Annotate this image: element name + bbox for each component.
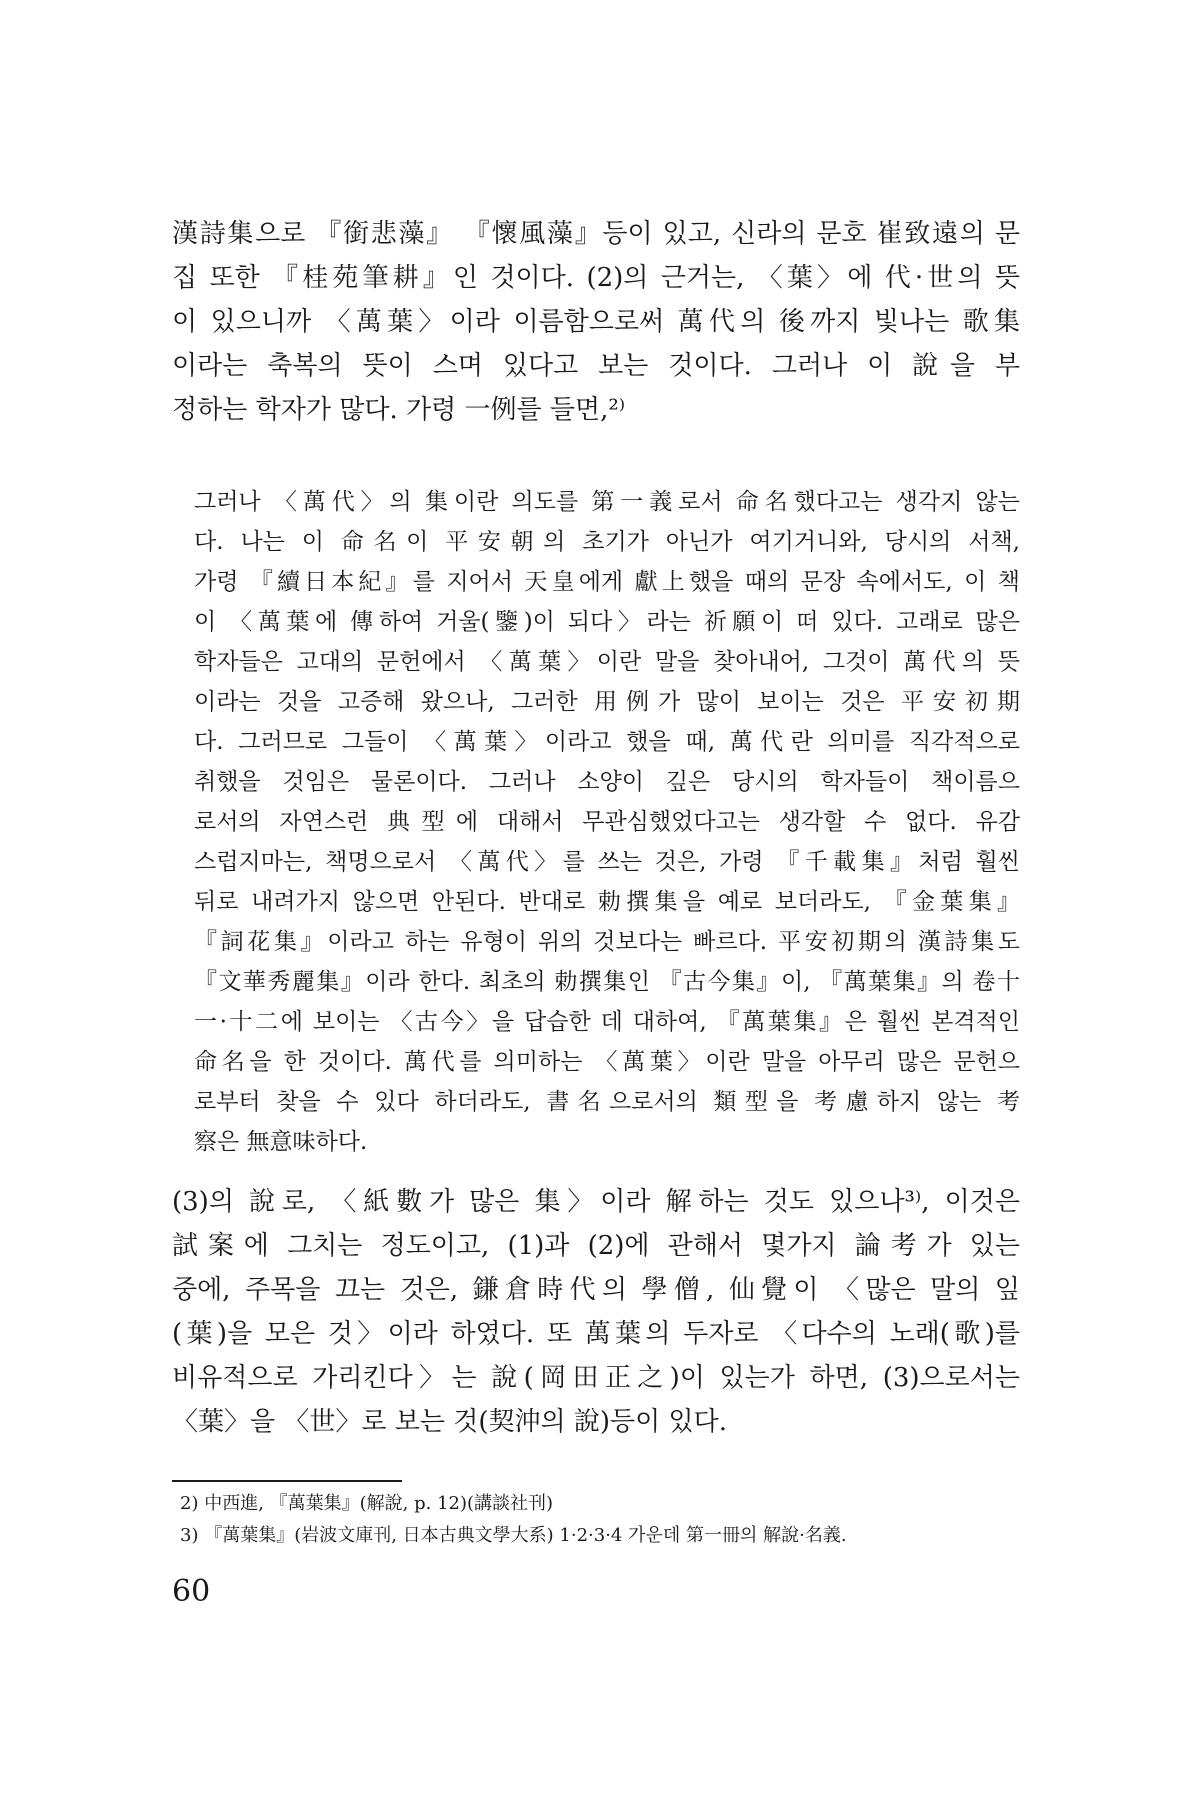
text-line: 이라는 축복의 뜻이 스며 있다고 보는 것이다. 그러나 이 說을 부: [172, 351, 1020, 381]
text-line: 정하는 학자가 많다. 가령 一例를 들면,²⁾: [172, 395, 626, 425]
quote-line: 그러나 〈萬代〉의 集이란 의도를 第一義로서 命名했다고는 생각지 않는: [194, 489, 1020, 515]
quote-line: 학자들은 고대의 문헌에서 〈萬葉〉이란 말을 찾아내어, 그것이 萬代의 뜻: [194, 649, 1020, 675]
quote-line: 命名을 한 것이다. 萬代를 의미하는 〈萬葉〉이란 말을 아무리 많은 문헌으: [194, 1049, 1020, 1075]
text-line: 중에, 주목을 끄는 것은, 鎌倉時代의 學僧, 仙覺이 〈많은 말의 잎: [172, 1275, 1020, 1305]
top-paragraph: [172, 212, 1020, 432]
quote-line: 『詞花集』이라고 하는 유형이 위의 것보다는 빠르다. 平安初期의 漢詩集도: [194, 929, 1020, 955]
quote-line: 로부터 찾을 수 있다 하더라도, 書名으로서의 類型을 考慮하지 않는 考: [194, 1089, 1020, 1115]
quote-line: 다. 나는 이 命名이 平安朝의 초기가 아닌가 여기거니와, 당시의 서책,: [194, 529, 1020, 555]
page-number: 60: [172, 1574, 211, 1609]
quote-line: 一·十二에 보이는 〈古今〉을 답습한 데 대하여, 『萬葉集』은 훨씬 본격적인: [194, 1009, 1020, 1035]
text-line: 집 또한 『桂苑筆耕』인 것이다. (2)의 근거는, 〈葉〉에 代·世의 뜻: [172, 263, 1020, 293]
text-line: 漢詩集으로 『銜悲藻』 『懷風藻』등이 있고, 신라의 문호 崔致遠의 문: [172, 219, 1020, 249]
text-line: 비유적으로 가리킨다〉는 說(岡田正之)이 있는가 하면, (3)으로서는: [172, 1363, 1020, 1393]
text-line: 〈葉〉을 〈世〉로 보는 것(契沖의 說)등이 있다.: [172, 1407, 728, 1437]
quote-line: 察은 無意味하다.: [194, 1129, 368, 1155]
block-quote: [194, 482, 1020, 1162]
quote-line: 가령 『續日本紀』를 지어서 天皇에게 獻上했을 때의 문장 속에서도, 이 책: [194, 569, 1020, 595]
footnotes: [180, 1488, 1020, 1552]
quote-line: 뒤로 내려가지 않으면 안된다. 반대로 勅撰集을 예로 보더라도, 『金葉集』: [194, 889, 1020, 915]
quote-line: 『文華秀麗集』이라 한다. 최초의 勅撰集인 『古今集』이, 『萬葉集』의 卷十: [194, 969, 1020, 995]
quote-line: 이 〈萬葉에 傳하여 거울(鑒)이 되다〉라는 祈願이 떠 있다. 고래로 많은: [194, 609, 1020, 635]
bottom-paragraph: [172, 1180, 1020, 1444]
quote-line: 스럽지마는, 책명으로서 〈萬代〉를 쓰는 것은, 가령 『千載集』처럼 훨씬: [194, 849, 1020, 875]
footnote: 2) 中西進, 『萬葉集』(解說, p. 12)(講談社刊): [180, 1493, 554, 1514]
footnote-divider: [172, 1480, 402, 1482]
text-line: (葉)을 모은 것〉이라 하였다. 또 萬葉의 두자로 〈다수의 노래(歌)를: [172, 1319, 1020, 1349]
quote-line: 로서의 자연스런 典型에 대해서 무관심했었다고는 생각할 수 없다. 유감: [194, 809, 1020, 835]
quote-line: 다. 그러므로 그들이 〈萬葉〉이라고 했을 때, 萬代란 의미를 직각적으로: [194, 729, 1020, 755]
text-line: 試案에 그치는 정도이고, (1)과 (2)에 관해서 몇가지 論考가 있는: [172, 1231, 1020, 1261]
text-line: (3)의 說로, 〈紙數가 많은 集〉이라 解하는 것도 있으나³⁾, 이것은: [172, 1187, 1020, 1217]
text-line: 이 있으니까 〈萬葉〉이라 이름함으로써 萬代의 後까지 빛나는 歌集: [172, 307, 1020, 337]
footnote: 3) 『萬葉集』(岩波文庫刊, 日本古典文學大系) 1·2·3·4 가운데 第一冊의 解說·名義.: [180, 1525, 847, 1546]
quote-line: 이라는 것을 고증해 왔으나, 그러한 用例가 많이 보이는 것은 平安初期: [194, 689, 1020, 715]
quote-line: 취했을 것임은 물론이다. 그러나 소양이 깊은 당시의 학자들이 책이름으: [194, 769, 1020, 795]
